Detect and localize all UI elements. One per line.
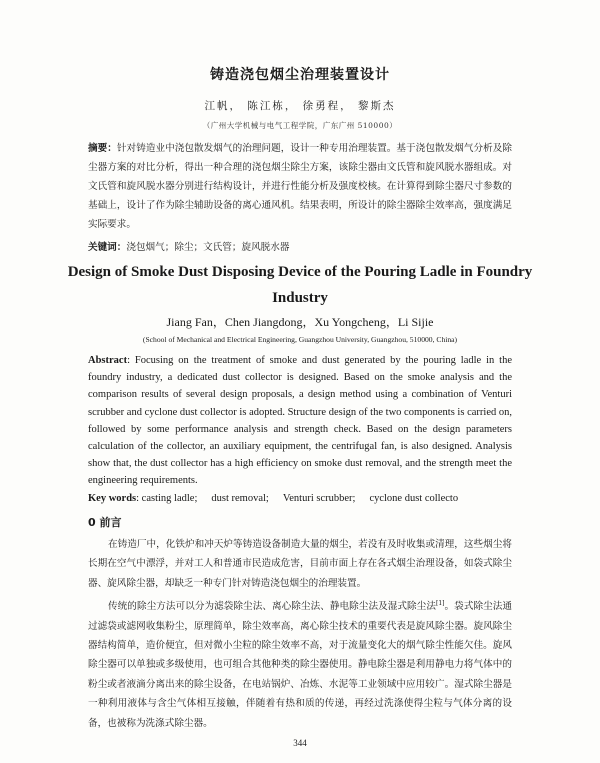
chinese-abstract-text: 针对铸造业中浇包散发烟气的治理问题，设计一种专用治理装置。基于浇包散发烟气分析及除尘器方案的对比分析，得出一种合理的浇包烟尘除尘方案，该除尘器由文氏管和旋风脱水器组成。对文氏管和旋风脱水器分别进行结构设计，并进行性能分析及强度校核。在计算得到除尘器尺寸参数的基础上，设计了作为除尘辅助设备的离心通风机。结果表明，所设计的除尘器除尘效率高，强度满足实际要求。 xyxy=(88,143,513,230)
chinese-abstract-label: 摘要： xyxy=(88,143,117,154)
keyword-item: cyclone dust collecto xyxy=(369,493,459,504)
paragraph-text: 。袋式除尘法通过滤袋或滤网收集粉尘，原理简单，除尘效率高，离心除尘技术的重要代表是旋风除尘器。旋风除尘器结构简单，造价便宜，但对微小尘粒的除尘效率不高，对于流量变化大的烟气除尘性能欠佳。旋风除尘器可以单独或多级使用，也可组合其他种类的除尘器使用。静电除尘器是利用静电力将气体中的粉尘或者液滴分离出来的除尘设备，在电站锅炉、冶炼、水泥等工业领域中应用较广。湿式除尘器是一种利用液体与含尘气体相互接触，伴随着有热和质的传递，再经过洗涤使得尘粒与气体分离的设备，也被称为洗涤式除尘器。 xyxy=(88,601,513,729)
keyword-item: casting ladle; xyxy=(141,493,198,504)
chinese-title: 铸造浇包烟尘治理装置设计 xyxy=(210,67,390,83)
english-abstract-label: Abstract xyxy=(88,355,128,366)
intro-paragraph-2 xyxy=(88,594,512,733)
english-keywords-label: Key words xyxy=(88,493,137,504)
intro-paragraph-1: 在铸造厂中，化铁炉和冲天炉等铸造设备制造大量的烟尘，若没有及时收集或清理，这些烟尘将长期在空气中漂浮，并对工人和普通市民造成危害，目前市面上存在各式烟尘治理设备，如袋式除尘器、旋风除尘器，却缺乏一种专门针对铸造浇包烟尘的治理装置。 xyxy=(88,539,512,589)
chinese-authors: 江帆， 陈江栋， 徐勇程， 黎斯杰 xyxy=(204,100,396,112)
english-affiliation: (School of Mechanical and Electrical Engineering, Guangzhou University, Guangzhou, 510000, China) xyxy=(142,335,458,344)
english-keywords: Key words: casting ladle; dust removal; Venturi scrubber; cyclone dust collecto xyxy=(88,493,459,504)
citation-ref: [1] xyxy=(435,600,445,607)
chinese-keywords xyxy=(88,240,512,256)
keyword-item: Venturi scrubber; xyxy=(282,493,356,504)
english-abstract xyxy=(88,352,512,490)
chinese-keywords-label: 关键词： xyxy=(88,242,127,253)
page-number: 344 xyxy=(293,738,307,748)
chinese-abstract xyxy=(88,139,512,234)
paragraph-text: 传统的除尘方法可以分为滤袋除尘法、离心除尘法、静电除尘法及湿式除尘法 xyxy=(108,601,436,613)
section-heading: 0 前言 xyxy=(88,516,122,529)
english-abstract-text: : Focusing on the treatment of smoke and dust generated by the pouring ladle in the foundry industry, a dedicated dust collector is designed. Based on the smoke analysis and the comparison results of several design proposals, a design method using a combination of Venturi scrubber and cyclone dust collector is adopted. Structure design of the two components is carried on, followed by some performance analysis and strength check. Based on the design parameters calculation of the collector, an auxiliary equipment, the centrifugal fan, is also designed. Analysis show that, the dust collector has a high efficiency on smoke dust removal, and the strength meet the engineering requirements. xyxy=(88,355,512,487)
keyword-item: dust removal; xyxy=(211,493,269,504)
chinese-affiliation: （广州大学机械与电气工程学院，广东广州 510000） xyxy=(202,121,398,130)
english-authors: Jiang Fan，Chen Jiangdong，Xu Yongcheng，Li Sijie xyxy=(166,315,434,329)
chinese-keywords-text: 浇包烟气；除尘；文氏管；旋风脱水器 xyxy=(126,242,290,253)
english-title: Design of Smoke Dust Disposing Device of the Pouring Ladle in Foundry Industry xyxy=(67,264,533,306)
